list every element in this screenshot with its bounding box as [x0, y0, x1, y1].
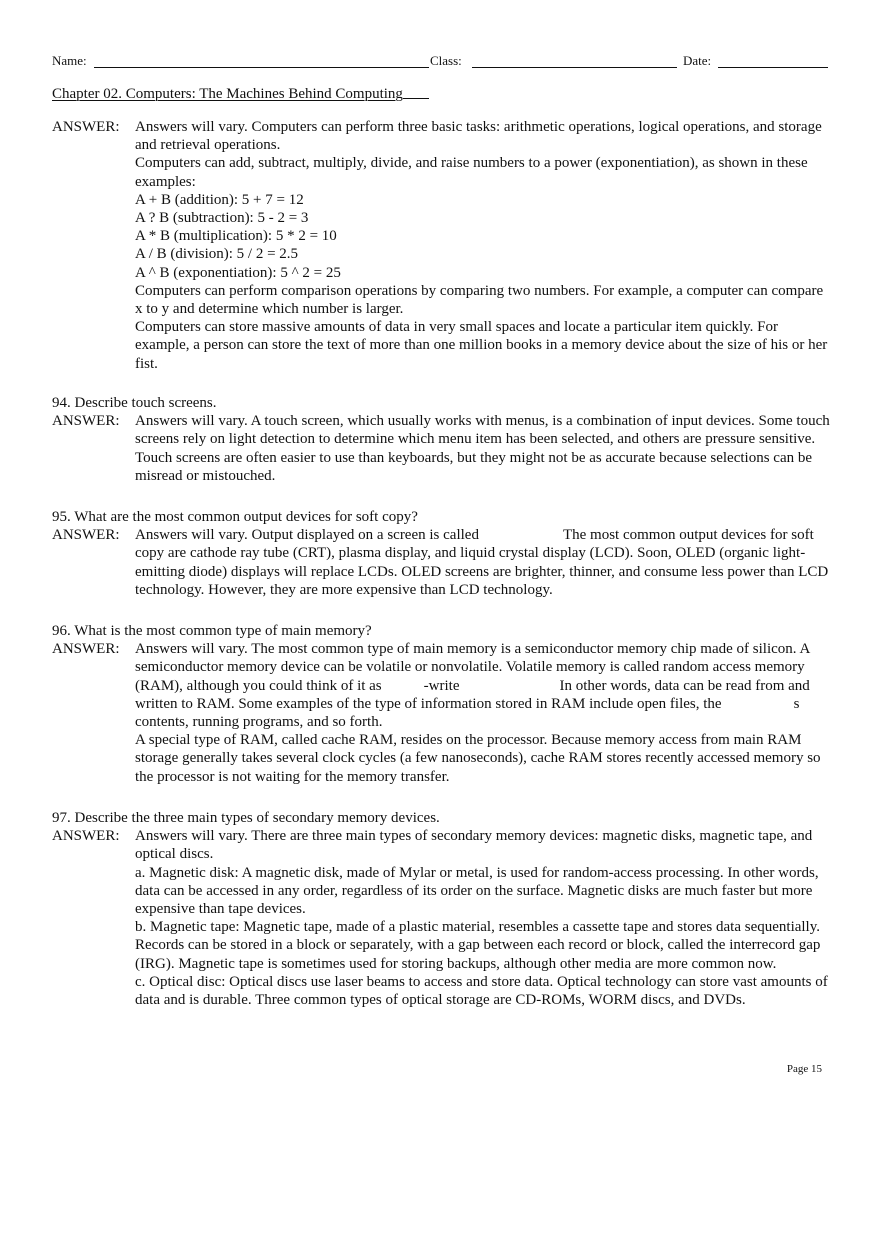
date-label: Date:: [683, 53, 712, 68]
answer-label: ANSWER:: [52, 641, 120, 658]
question-text: 96. What is the most common type of main memory?: [52, 623, 372, 639]
class-line: [472, 67, 677, 68]
question-95: [52, 508, 832, 599]
answer-97: Answers will vary. There are three main types of secondary memory devices: magnetic disks, magnetic tape, and optical discs. a. Magnetic disk: A magnetic disk, made of Mylar or metal, is used for random-access processing. In other words, data can be accessed in any order, regardless of its order on the surface. Magnetic disks are much faster but more expensive than tape devices. b. Magnetic tape: Magnetic tape, made of a plastic material, resembles a cassette tape and stores data sequentially. Records can be stored in a block or separately, with a gap between each record or block, called the interrecord gap (IRG). Magnetic tape is sometimes used for storing backups, although other media are more common now. c. Optical disc: Optical discs use laser beams to access and store data. Optical technology can store vast amounts of data and is durable. Three common types of optical storage are CD-ROMs, WORM discs, and DVDs.: [135, 828, 828, 1009]
question-93: [52, 118, 832, 373]
chapter-title: Chapter 02. Computers: The Machines Behind Computing: [52, 84, 429, 104]
question-text: 97. Describe the three main types of secondary memory devices.: [52, 810, 440, 826]
question-text: 95. What are the most common output devices for soft copy?: [52, 509, 418, 525]
answer-93: Answers will vary. Computers can perform three basic tasks: arithmetic operations, logical operations, and storage and retrieval operations. Computers can add, subtract, multiply, divide, and raise numbers to a power (exponentiation), as shown in these examples: A + B (addition): 5 + 7 = 12 A ? B (subtraction): 5 - 2 = 3 A * B (multiplication): 5 * 2 = 10 A / B (division): 5 / 2 = 2.5 A ^ B (exponentiation): 5 ^ 2 = 25 Computers can perform comparison operations by comparing two numbers. For example, a computer can compare x to y and determine which number is larger. Computers can store massive amounts of data in very small spaces and locate a particular item quickly. For example, a person can store the text of more than one million books in a memory device about the size of his or her fist.: [135, 119, 828, 372]
answer-96: Answers will vary. The most common type of main memory is a semiconductor memory chip made of silicon. A semiconductor memory device can be volatile or nonvolatile. Volatile memory is called random access memory (RAM), although you could think of it as -write In other words, data can be read from and written to RAM. Some examples of the type of information stored in RAM include open files, the s contents, running programs, and so forth. A special type of RAM, called cache RAM, resides on the processor. Because memory access from main RAM storage generally takes several clock cycles (a few nanoseconds), cache RAM stores recently accessed memory so the processor is not waiting for the memory transfer.: [135, 641, 821, 785]
question-97: [52, 809, 832, 1009]
question-96: [52, 622, 832, 786]
page-number: Page 15: [786, 1063, 822, 1075]
name-label: Name:: [52, 53, 87, 68]
date-line: [718, 67, 828, 68]
answer-label: ANSWER:: [52, 413, 120, 430]
answer-95: Answers will vary. Output displayed on a screen is called The most common output devices for soft copy are cathode ray tube (CRT), plasma display, and liquid crystal display (LCD). Soon, OLED (organic light-emitting diode) displays will replace LCDs. OLED screens are brighter, thinner, and consume less power than LCD technology. However, they are more expensive than LCD technology.: [135, 527, 829, 598]
class-label: Class:: [430, 53, 462, 68]
header-fields: [52, 52, 828, 72]
name-line: [94, 67, 429, 68]
title-underline-tail: [403, 84, 429, 99]
answer-label: ANSWER:: [52, 119, 120, 135]
answer-label: ANSWER:: [52, 828, 120, 845]
answer-94: Answers will vary. A touch screen, which usually works with menus, is a combination of input devices. Some touch screens rely on light detection to determine which menu item has been selected, and others are pressure sensitive. Touch screens are often easier to use than keyboards, but they might not be as accurate because selections can be misread or mistouched.: [135, 413, 830, 484]
answer-label: ANSWER:: [52, 527, 120, 544]
question-94: [52, 394, 832, 485]
question-text: 94. Describe touch screens.: [52, 395, 217, 411]
